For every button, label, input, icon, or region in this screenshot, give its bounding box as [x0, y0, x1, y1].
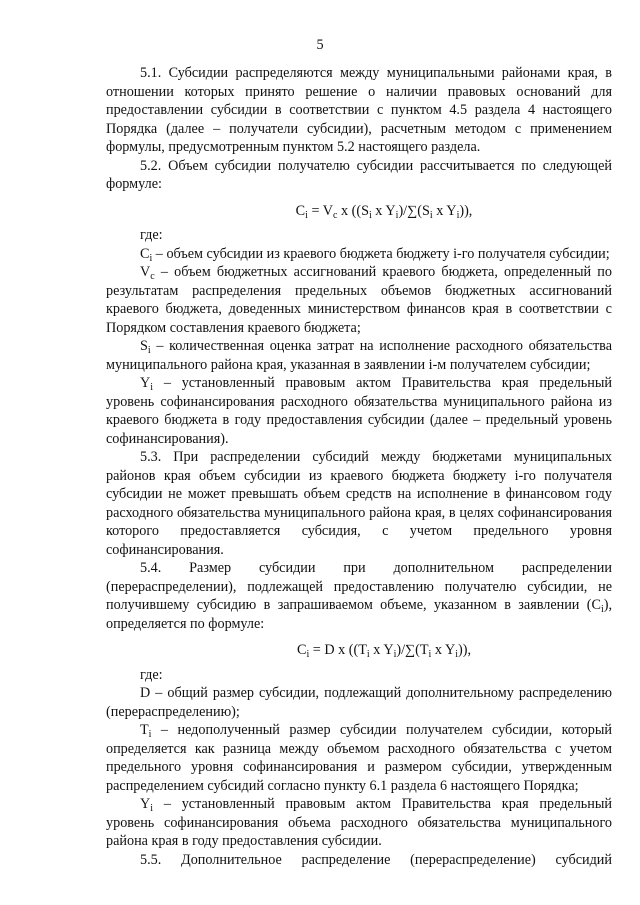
paragraph-5-4	[106, 559, 612, 633]
subscript: i	[147, 345, 151, 356]
subscript: i	[395, 209, 399, 221]
text-run: x Y	[432, 202, 457, 219]
definition-ci	[106, 245, 612, 264]
text-run: )/∑(T	[396, 642, 429, 658]
text-run: S	[140, 338, 148, 354]
subscript: i	[366, 649, 370, 660]
text-run: – объем бюджетных ассигнований краевого бюджета, определенный по результатам распределения предельных объемов бюджетных ассигнований краевого бюджета, доведенных министерством финансов края в соответствии с Порядком составления краевого бюджета;	[106, 264, 612, 336]
text-run: Y	[140, 375, 151, 391]
text-run: )),	[458, 642, 472, 658]
text-run: 5.3. При распределении субсидий между бюджетами муниципальных районов края объем субсидии из краевого бюджета бюджету i-го получателя субсидии не может превышать объем средств на исполнение в финансовом году расходного обязательства муниципального района края, в целях софинансирования которого предоставляется субсидия, с учетом предельного уровня софинансирования.	[106, 449, 612, 558]
text-run: = V	[307, 202, 333, 219]
where-label-2	[106, 666, 612, 685]
text-run: x Y	[431, 642, 456, 658]
definition-yi	[106, 374, 612, 448]
paragraph-5-3	[106, 448, 612, 559]
definition-ti	[106, 721, 612, 795]
text-run: 5.4. Размер субсидии при дополнительном распределении (перераспределении), подлежащей предоставлению получателю субсидии, не получившему субсидию в запрашиваемом объеме, указанном в заявлении (C	[106, 560, 612, 613]
definition-yi-2	[106, 795, 612, 851]
subscript: i	[150, 803, 154, 814]
subscript: i	[150, 382, 154, 393]
document-body	[106, 64, 612, 869]
text-run: ), определяется по формуле:	[106, 597, 612, 632]
text-run: где:	[140, 666, 163, 683]
text-run: – количественная оценка затрат на исполнение расходного обязательства муниципального района края, указанная в заявлении i-м получателем субсидии;	[106, 338, 612, 373]
text-run: 5.1. Субсидии распределяются между муниципальными районами края, в отношении которых принято решение о наличии правовых оснований для предоставлении субсидии в соответствии с пунктом 4.5 раздела 4 настоящего Порядка (далее – получатели субсидии), расчетным методом с применением формулы, предусмотренным пунктом 5.2 настоящего раздела.	[106, 65, 612, 155]
text-run: V	[140, 264, 151, 280]
subscript: i	[428, 649, 432, 660]
text-run: C	[295, 202, 306, 219]
text-run: x ((S	[337, 202, 369, 219]
text-run: x Y	[371, 202, 396, 219]
paragraph-5-2	[106, 157, 612, 194]
paragraph-5-5	[106, 851, 612, 870]
subscript: i	[368, 209, 372, 221]
definition-si	[106, 337, 612, 374]
text-run: – установленный правовым актом Правительства края предельный уровень софинансирования объема расходного обязательства муниципального района края в году предоставления субсидии.	[106, 796, 612, 849]
formula-2	[106, 641, 612, 660]
text-run: = D x ((T	[309, 642, 367, 658]
subscript: i	[456, 209, 460, 221]
definition-d	[106, 684, 612, 721]
text-run: )/∑(S	[398, 202, 430, 219]
subscript: c	[332, 209, 338, 221]
text-run: C	[140, 245, 150, 262]
text-run: )),	[459, 202, 473, 219]
text-run: 5.2. Объем субсидии получателю субсидии рассчитывается по следующей формуле:	[106, 157, 612, 192]
text-run: где:	[140, 227, 163, 243]
subscript: i	[600, 604, 604, 615]
where-label-1	[106, 226, 612, 245]
text-run: – объем субсидии из краевого бюджета бюджету i-го получателя субсидии;	[152, 245, 610, 262]
definition-vc	[106, 263, 612, 337]
text-run: – недополученный размер субсидии получателем субсидии, который определяется как разница между объемом расходного обязательства с учетом предельного уровня софинансирования и размером субсидии, утвержденным распределением субсидий согласно пункту 6.1 раздела 6 настоящего Порядка;	[106, 722, 612, 794]
text-run: T	[140, 722, 149, 738]
subscript: i	[455, 649, 459, 660]
paragraph-5-1	[106, 64, 612, 157]
subscript: i	[429, 209, 433, 221]
text-run: C	[296, 642, 307, 658]
subscript: i	[393, 649, 397, 660]
subscript: c	[150, 271, 155, 282]
text-run: Y	[140, 796, 151, 812]
subscript: i	[306, 649, 310, 660]
text-run: D – общий размер субсидии, подлежащий дополнительному распределению (перераспределению);	[106, 685, 612, 720]
formula-1	[106, 202, 612, 221]
subscript: i	[305, 209, 308, 221]
text-run: x Y	[369, 642, 394, 658]
text-run: – установленный правовым актом Правительства края предельный уровень софинансирования расходного обязательства муниципального района из краевого бюджета в году предоставления субсидии (далее – предельный уровень софинансирования).	[106, 375, 612, 447]
subscript: i	[149, 252, 153, 264]
subscript: i	[148, 729, 152, 740]
text-run: 5.5. Дополнительное распределение (перераспределение) субсидий	[140, 851, 612, 868]
page-number: 5	[316, 37, 324, 53]
